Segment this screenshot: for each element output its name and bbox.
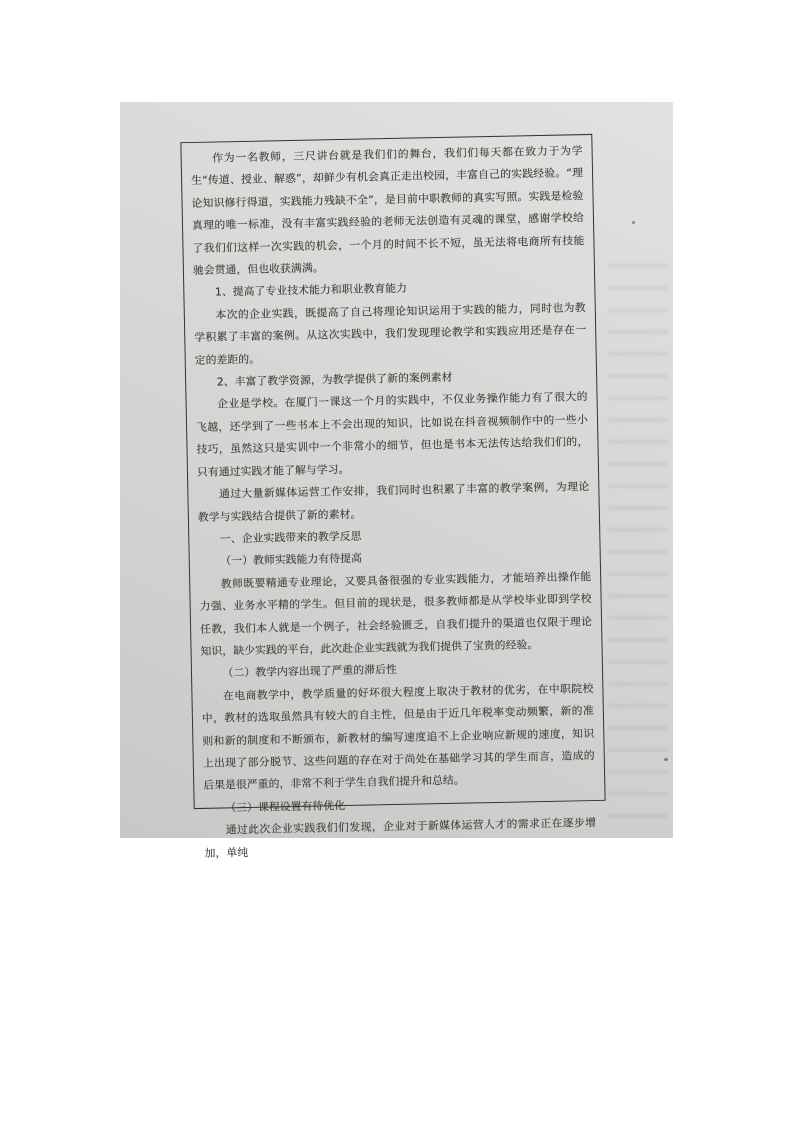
heading-sub-3: （三）课程设置有待优化 bbox=[225, 798, 346, 815]
bleed-through-ghost-text bbox=[608, 252, 668, 822]
paragraph-new-media-cases: 通过大量新媒体运营工作安排，我们同时也积累了丰富的教学案例，为理论教学与实践结合提供了新的素材。 bbox=[197, 480, 590, 524]
paragraph-enterprise-school: 企业是学校。在厦门一课这一个月的实践中，不仅业务操作能力有了很大的飞越，还学到了一些书本上不会出现的知识，比如说在抖音视频制作中的一些小技巧，虽然这只是实训中一个非常小的细节，但也是书本无法传达给我们们的，只有通过实践才能了解与学习。 bbox=[195, 390, 589, 479]
paragraph-teaching-content: 在电商教学中，教学质量的好坏很大程度上取决于教材的优劣，在中职院校中，教材的选取虽然具有较大的自主性，但是由于近几年税率变动频繁，新的准则和新的制度和不断颁布，新教材的编写速度追不上企业响应新规的速度，知识上出现了部分脱节、这些问题的存在对于尚处在基础学习其的学生而言，造成的后果是很严重的，非常不利于学生自我们提升和总结。 bbox=[201, 681, 595, 793]
paragraph-intro: 作为一名教师，三尺讲台就是我们们的舞台，我们们每天都在致力于为学生“传道、授业、解惑”，却鲜少有机会真正走出校园，丰富自己的实践经验。“理论知识修行得道，实践能力残缺不全”，是目前中职教师的真实写照。实践是检验真理的唯一标准，没有丰富实践经验的老师无法创造有灵魂的课堂，感谢学校给了我们们这样一次实践的机会，一个月的时间不长不短，虽无法将电商所有技能驰会贯通，但也收获满满。 bbox=[190, 144, 585, 278]
heading-sub-2: （二）教学内容出现了严重的滞后性 bbox=[222, 663, 398, 680]
heading-item-2: 2、丰富了教学资源，为教学提供了新的案例素材 bbox=[216, 370, 453, 389]
paper-speck bbox=[632, 221, 635, 224]
paragraph-teacher-practice: 教师既要精通专业理论，又要具备很强的专业实践能力，才能培养出操作能力强、业务水平精的学生。但目前的现状是，很多教师都是从学校毕业即到学校任教，我们本人就是一个例子，社会经验匮乏，自我们提升的渠道也仅限于理论知识，缺少实践的平台，此次赴企业实践就为我们提供了宝贵的经验。 bbox=[199, 569, 593, 658]
paragraph-ability-gain: 本次的企业实践，既提高了自己将理论知识运用于实践的能力，同时也为教学积累了丰富的案例。从这次实践中，我们发现理论教学和实践应用还是存在一定的差距的。 bbox=[194, 300, 587, 367]
heading-item-1: 1、提高了专业技术能力和职业教育能力 bbox=[214, 282, 408, 299]
heading-sub-1: （一）教师实践能力有待提高 bbox=[220, 551, 363, 568]
document-photo bbox=[120, 102, 673, 860]
paragraph-course-truncated: 通过此次企业实践我们们发现，企业对于新媒体运营人才的需求正在逐步增加，单纯 bbox=[204, 816, 597, 860]
heading-section-1: 一、企业实践带来的教学反思 bbox=[219, 529, 362, 546]
paper-speck bbox=[664, 758, 668, 761]
document-table-cell bbox=[180, 134, 605, 860]
